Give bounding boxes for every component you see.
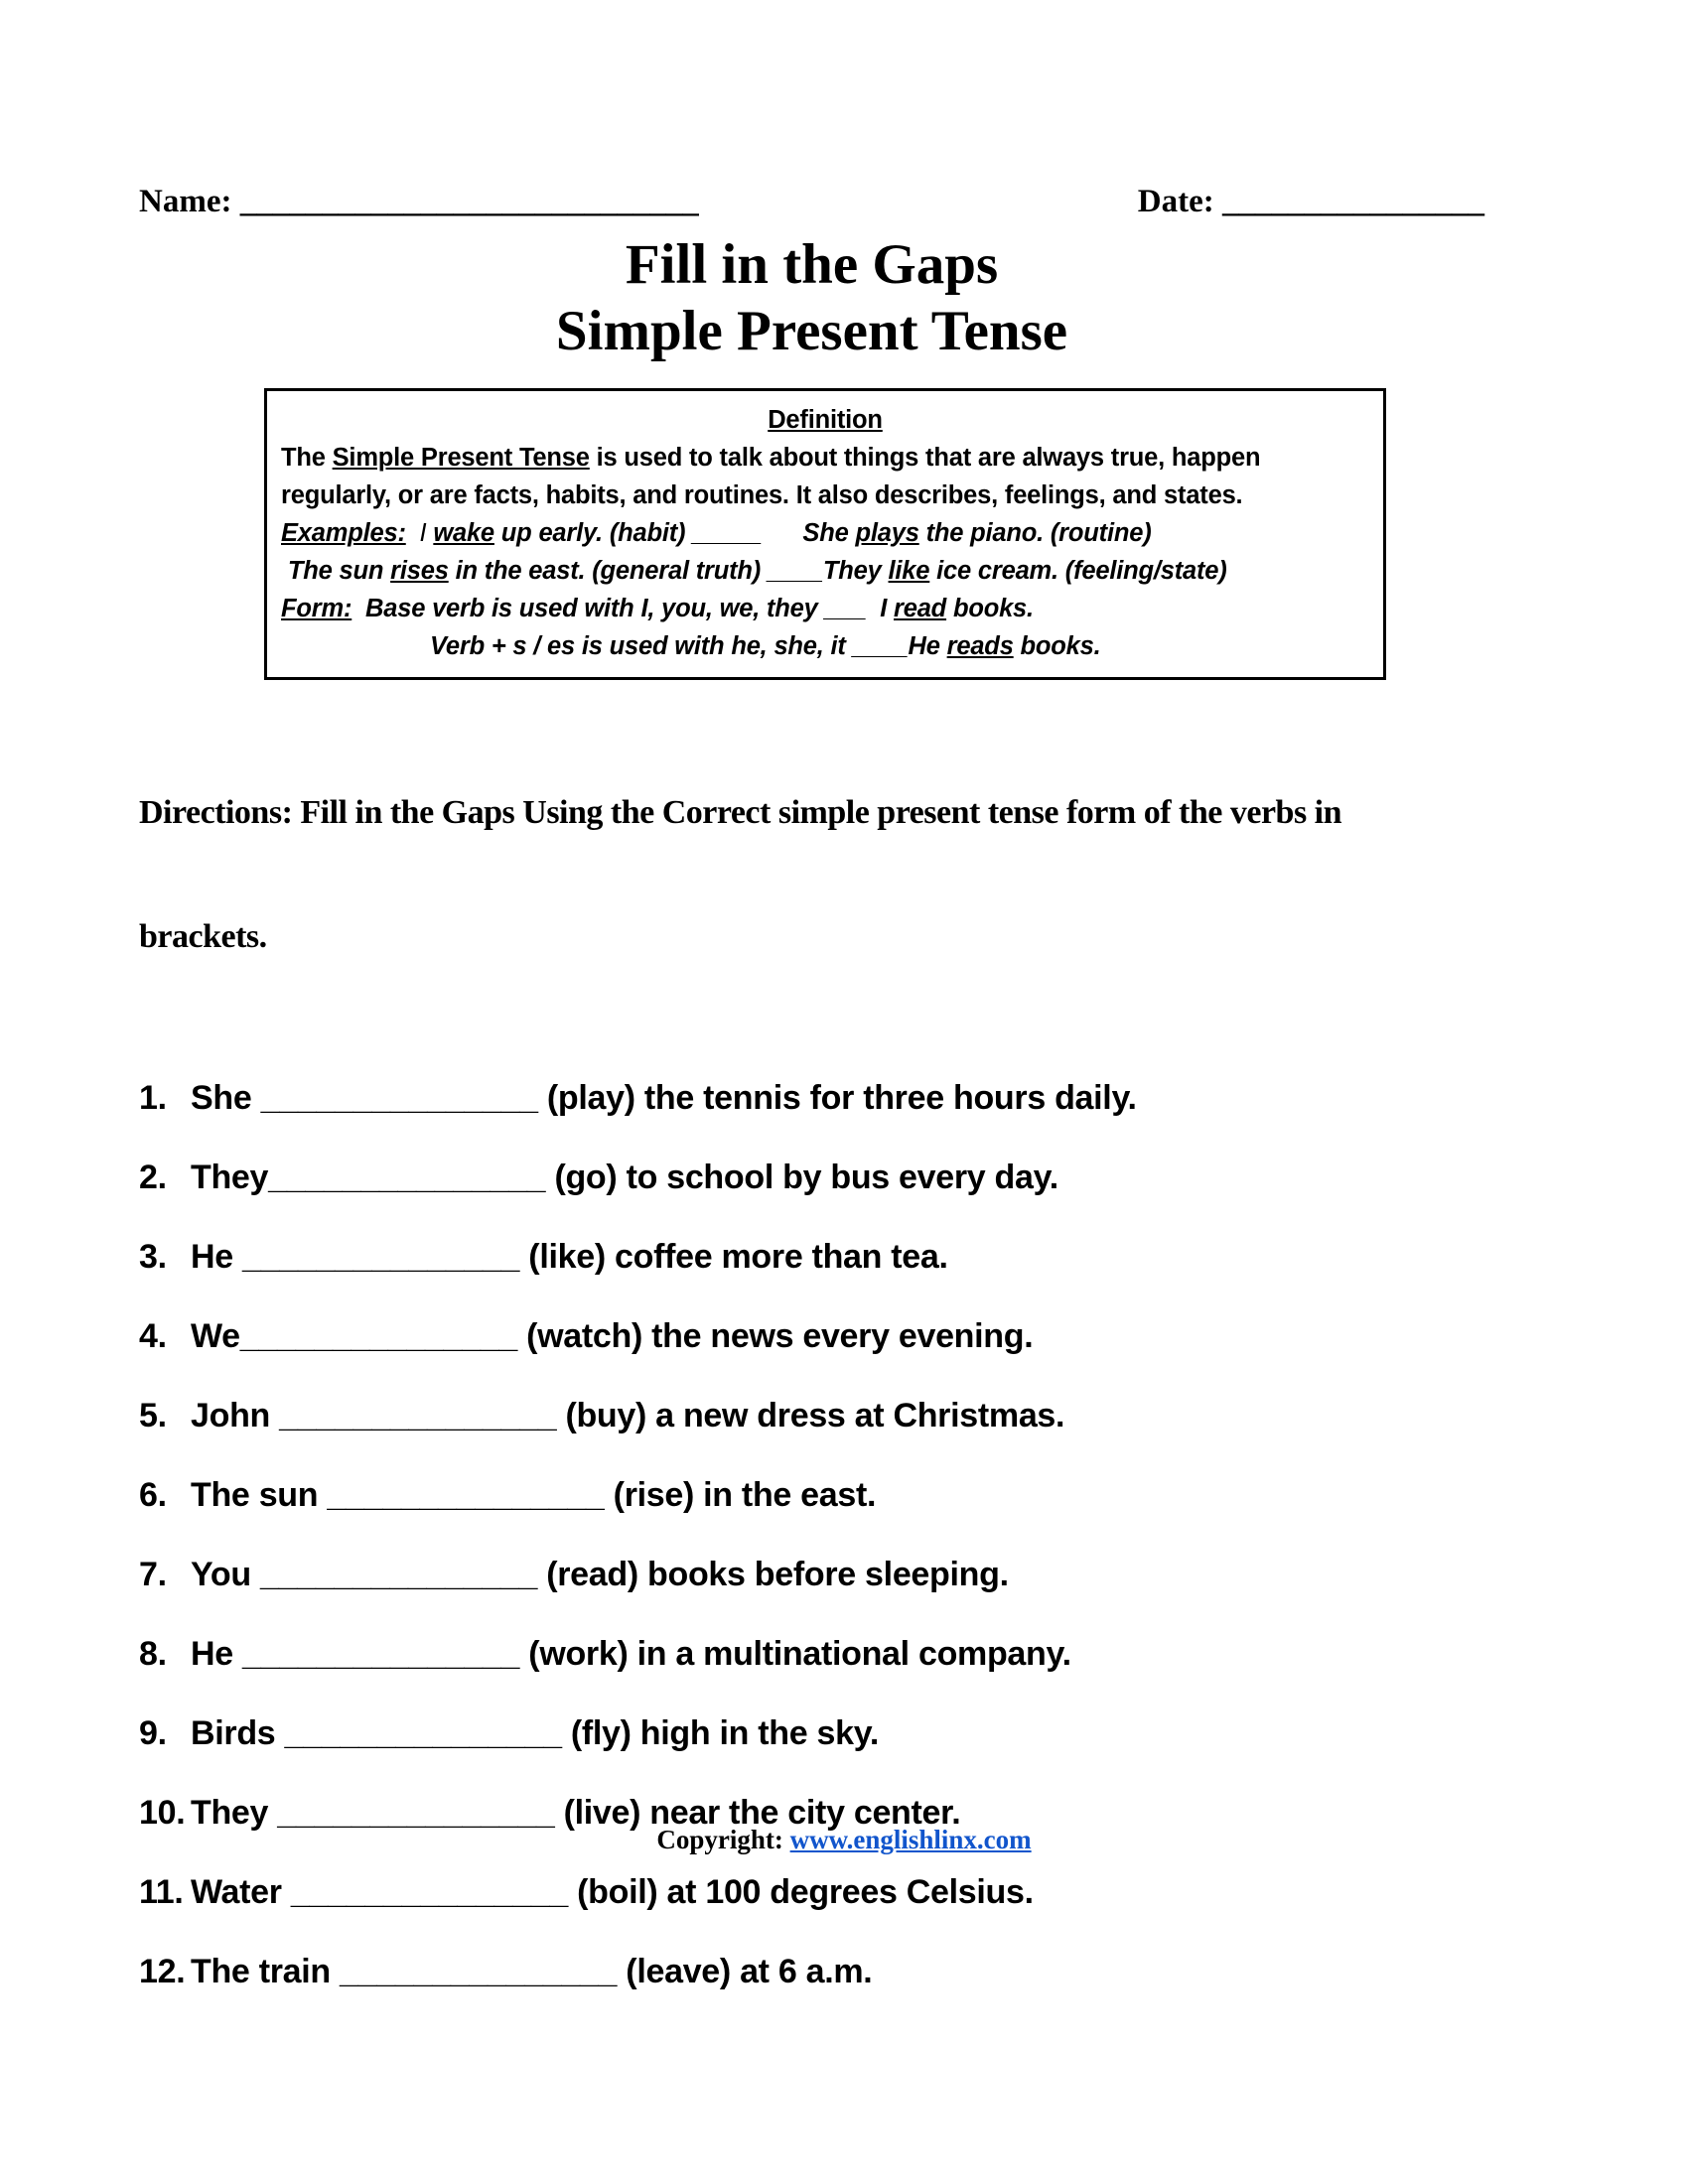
question-number: 9. — [139, 1714, 167, 1753]
question-item — [139, 1873, 1484, 1911]
question-number: 10. — [139, 1794, 186, 1833]
definition-text-segment: rises — [390, 557, 449, 586]
question-item — [139, 1714, 1484, 1752]
definition-text-segment: is used to talk about things that are always true, happen — [589, 444, 1261, 473]
directions-line-1: Directions: Fill in the Gaps Using the Correct simple present tense form of the verbs in — [139, 794, 1342, 832]
definition-text-segment: The sun — [281, 557, 391, 586]
definition-examples-line-1 — [281, 514, 1369, 552]
question-item — [139, 1953, 1484, 1990]
definition-box — [264, 388, 1386, 680]
question-text: We_______________ (watch) the news every evening. — [191, 1317, 1034, 1356]
question-text: Birds _______________ (fly) high in the sky. — [191, 1714, 879, 1753]
definition-text-segment: Base verb is used with I, you, we, they ___ I — [352, 595, 894, 623]
date-label: Date: — [1137, 184, 1214, 219]
question-number: 4. — [139, 1317, 167, 1356]
question-text: You _______________ (read) books before sleeping. — [191, 1556, 1009, 1594]
definition-paragraph-line-2 — [281, 477, 1369, 514]
question-item — [139, 1159, 1484, 1196]
question-text: He _______________ (work) in a multinational company. — [191, 1635, 1071, 1674]
question-item — [139, 1317, 1484, 1355]
question-number: 11. — [139, 1873, 184, 1912]
definition-text-segment: wake — [433, 519, 494, 548]
question-item — [139, 1635, 1484, 1673]
definition-text-segment: Simple Present Tense — [332, 444, 590, 473]
question-item — [139, 1397, 1484, 1434]
title-line-1: Fill in the Gaps — [625, 233, 999, 296]
name-blank-line: ____________________________ — [239, 184, 699, 219]
question-text: The train _______________ (leave) at 6 a.m. — [191, 1953, 873, 1991]
definition-text-segment: regularly, or are facts, habits, and routines. It also describes, feelings, and states. — [281, 481, 1243, 510]
question-text: John _______________ (buy) a new dress at Christmas. — [191, 1397, 1065, 1435]
date-field — [1138, 184, 1484, 220]
question-item — [139, 1238, 1484, 1276]
question-number: 8. — [139, 1635, 167, 1674]
definition-text-segment: up early. (habit) _____ — [493, 519, 803, 548]
definition-form-line-1 — [281, 590, 1369, 627]
question-text: The sun _______________ (rise) in the east. — [191, 1476, 877, 1515]
definition-text-segment: Verb + s / es is used with he, she, it ____He — [430, 632, 947, 661]
definition-text-segment: They — [822, 557, 889, 586]
definition-text-segment: books. — [946, 595, 1034, 623]
question-item — [139, 1556, 1484, 1593]
definition-text-segment: I — [419, 519, 434, 548]
question-item — [139, 1476, 1484, 1514]
question-number: 7. — [139, 1556, 167, 1594]
question-text: They_______________ (go) to school by bus every day. — [191, 1159, 1058, 1197]
question-item — [139, 1079, 1484, 1117]
definition-text-segment: Form: — [281, 595, 352, 623]
name-label: Name: — [139, 184, 232, 219]
question-text: He _______________ (like) coffee more than tea. — [191, 1238, 948, 1277]
definition-text-segment: The — [281, 444, 333, 473]
question-number: 2. — [139, 1159, 167, 1197]
definition-paragraph-line-1 — [281, 439, 1369, 477]
definition-text-segment: ice cream. (feeling/state) — [929, 557, 1227, 586]
question-text: She _______________ (play) the tennis for three hours daily. — [191, 1079, 1137, 1118]
page-title — [139, 232, 1484, 364]
question-text: Water _______________ (boil) at 100 degrees Celsius. — [191, 1873, 1034, 1912]
directions — [139, 710, 1484, 1039]
definition-text-segment: in the east. (general truth) ____ — [448, 557, 823, 586]
question-number: 5. — [139, 1397, 167, 1435]
date-blank-line: ________________ — [1222, 184, 1484, 219]
question-text: They _______________ (live) near the city center. — [191, 1794, 961, 1833]
definition-text-segment: read — [893, 595, 947, 623]
definition-text-segment: plays — [855, 519, 919, 548]
directions-line-2: brackets. — [139, 917, 267, 955]
question-number: 3. — [139, 1238, 167, 1277]
definition-text-segment: the piano. (routine) — [918, 519, 1152, 548]
footer — [0, 1825, 1688, 1855]
question-number: 6. — [139, 1476, 167, 1515]
definition-text-segment: books. — [1013, 632, 1101, 661]
definition-text-segment: Examples: — [281, 519, 406, 548]
definition-text-segment: She — [802, 519, 856, 548]
name-field — [139, 184, 699, 220]
title-line-2: Simple Present Tense — [555, 299, 1068, 362]
definition-text-segment: reads — [946, 632, 1014, 661]
copyright-label: Copyright: — [656, 1825, 790, 1854]
definition-text-segment — [406, 519, 420, 547]
name-date-row — [139, 184, 1484, 220]
question-number: 1. — [139, 1079, 167, 1118]
definition-form-line-2 — [281, 627, 1369, 665]
definition-examples-line-2 — [281, 552, 1369, 590]
question-number: 12. — [139, 1953, 186, 1991]
copyright-link[interactable]: www.englishlinx.com — [789, 1825, 1032, 1854]
definition-text-segment: like — [888, 557, 930, 586]
definition-heading: Definition — [768, 406, 883, 435]
